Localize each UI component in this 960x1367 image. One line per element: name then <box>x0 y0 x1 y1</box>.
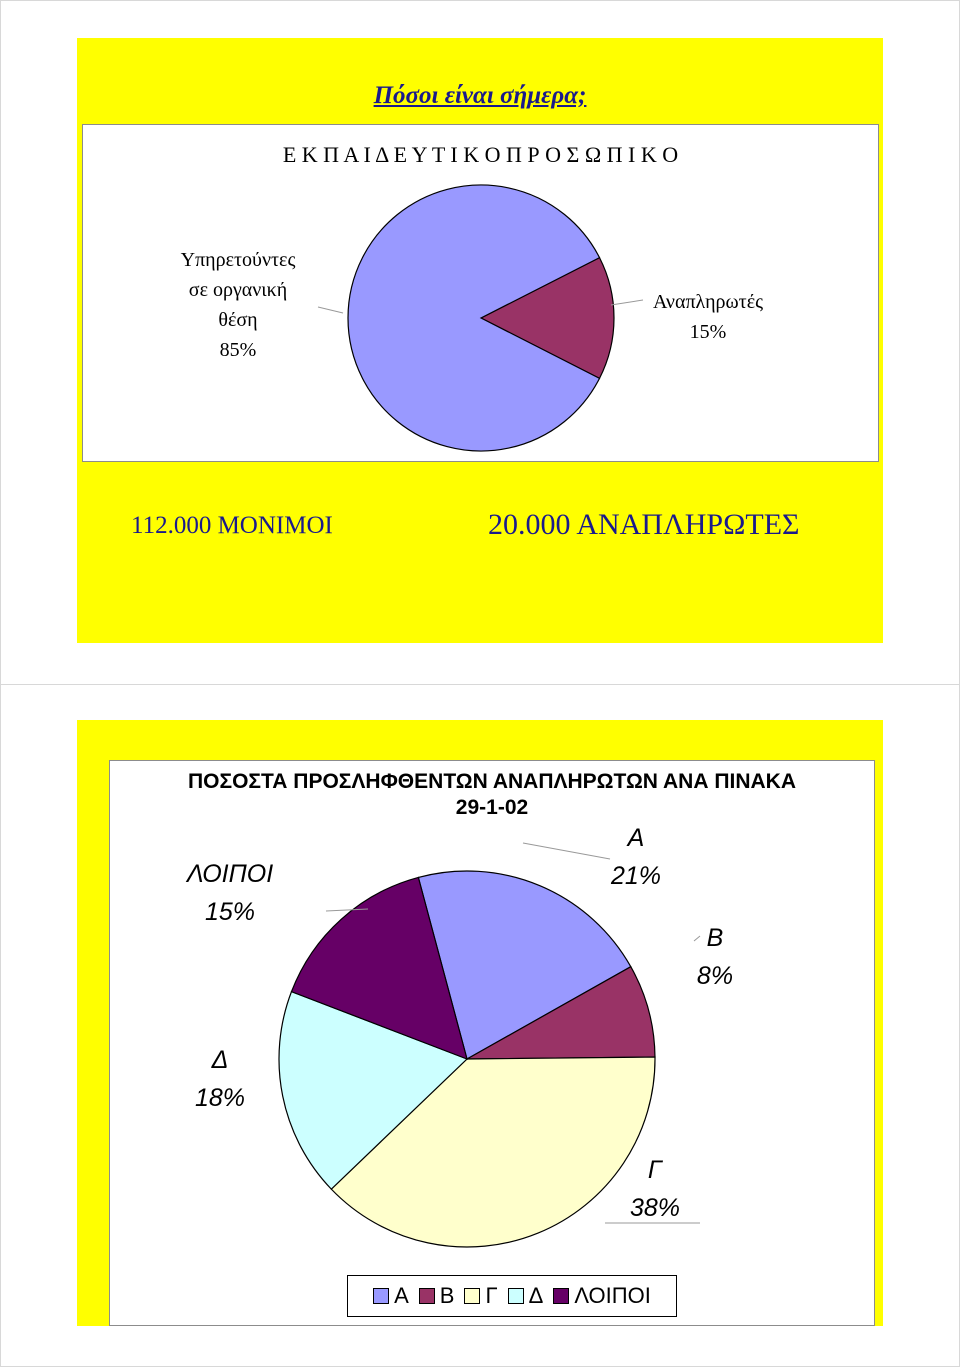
legend-label: Γ <box>485 1283 498 1308</box>
legend-swatch <box>419 1288 435 1304</box>
staff-pie-chart <box>82 124 879 462</box>
slice-percent: 38% <box>629 1194 681 1222</box>
legend-item <box>419 1283 455 1309</box>
legend-item <box>464 1283 497 1309</box>
substitute-count: 20.000 ΑΝΑΠΛΗΡΩΤΕΣ <box>488 508 800 541</box>
slide-heading: Πόσοι είναι σήμερα; <box>373 82 587 109</box>
slice-percent: 18% <box>194 1084 246 1112</box>
legend-swatch <box>373 1288 389 1304</box>
slice-label-permanent <box>143 245 333 365</box>
slice-name: Α <box>627 824 645 852</box>
slice-label-d <box>170 1041 270 1117</box>
chart-title-line: ΠΟΣΟΣΤΑ ΠΡΟΣΛΗΦΘΕΝΤΩΝ ΑΝΑΠΛΗΡΩΤΩΝ ΑΝΑ ΠΙΝΑΚΑ <box>187 770 796 793</box>
slice-label-line: Αναπληρωτές <box>652 291 764 313</box>
substitutes-pie-chart <box>109 760 875 1326</box>
legend-swatch <box>464 1288 480 1304</box>
legend-label: Β <box>439 1283 455 1308</box>
slice-label-a <box>596 819 676 895</box>
chart-title-date: 29-1-02 <box>455 796 529 819</box>
slice-name: Δ <box>211 1046 229 1074</box>
legend-item <box>508 1283 544 1309</box>
chart-legend <box>347 1275 677 1317</box>
permanent-count: 112.000 ΜΟΝΙΜΟΙ <box>131 512 333 539</box>
slice-name: Β <box>706 924 724 952</box>
slice-label-line: 15% <box>689 321 727 343</box>
legend-item <box>553 1283 651 1309</box>
legend-label: Α <box>394 1283 409 1308</box>
legend-swatch <box>553 1288 569 1304</box>
slice-name: ΛΟΙΠΟΙ <box>186 860 274 888</box>
slice-label-b <box>680 919 750 995</box>
legend-label: Δ <box>528 1283 544 1308</box>
slice-percent: 15% <box>204 898 256 926</box>
slice-label-substitute <box>623 287 793 347</box>
slide-staff-count <box>77 38 883 643</box>
slice-label-line: σε οργανική <box>188 279 288 301</box>
legend-swatch <box>508 1288 524 1304</box>
slice-label-line: 85% <box>219 339 257 361</box>
slice-label-others <box>155 855 305 931</box>
slice-label-g <box>615 1151 695 1227</box>
slice-name: Γ <box>647 1156 663 1184</box>
slide-substitutes-by-list <box>77 720 883 1326</box>
chart-title: Ε Κ Π Α Ι Δ Ε Υ Τ Ι Κ Ο Π Ρ Ο Σ Ω Π Ι Κ Ο <box>282 142 679 167</box>
slice-percent: 21% <box>610 862 662 890</box>
legend-item <box>373 1283 409 1309</box>
slice-percent: 8% <box>696 962 734 990</box>
slice-label-line: θέση <box>218 309 258 331</box>
slice-label-line: Υπηρετούντες <box>180 249 296 271</box>
legend-label: ΛΟΙΠΟΙ <box>574 1283 651 1308</box>
